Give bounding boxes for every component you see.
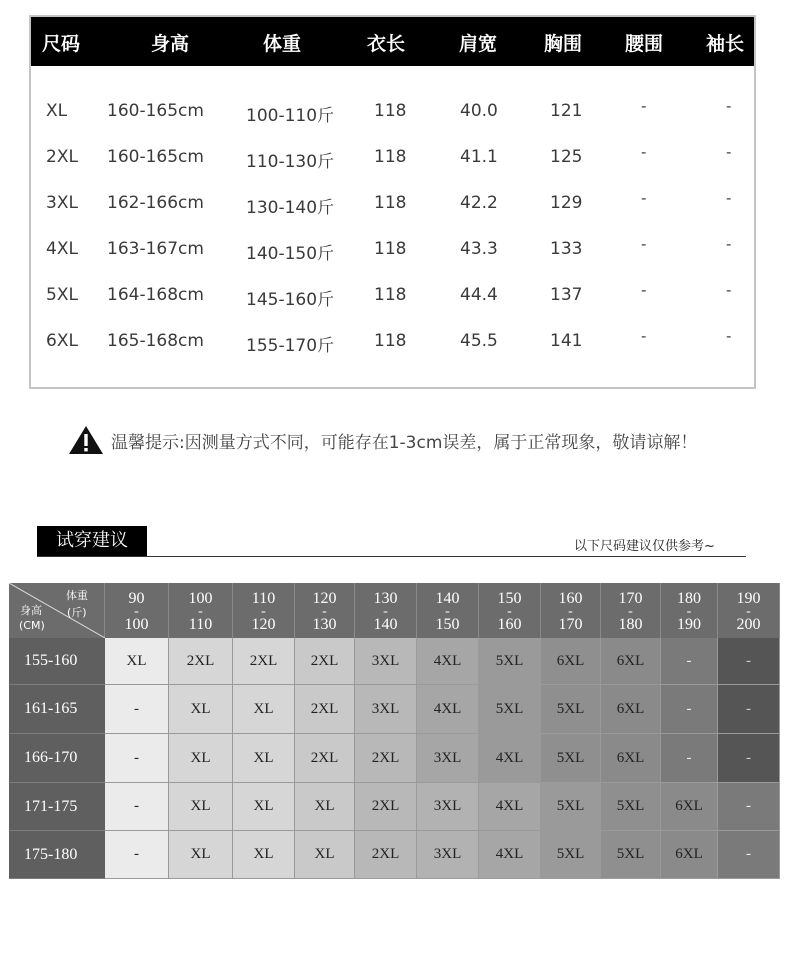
size-recommendation-cell: 5XL xyxy=(541,783,601,831)
size-cell-height: 160-165cm xyxy=(107,147,204,167)
weight-column-header xyxy=(479,583,541,638)
size-cell-sleeve: - xyxy=(726,281,732,299)
height-row-header: 161-165 xyxy=(9,685,105,734)
corner-height-label: 身高 xyxy=(20,604,42,617)
size-recommendation-cell: - xyxy=(105,685,169,734)
weight-column-header xyxy=(417,583,479,638)
size-recommendation-cell: 2XL xyxy=(295,638,355,685)
weight-range-dash: - xyxy=(568,604,573,619)
size-recommendation-cell: - xyxy=(718,685,780,734)
size-table-header xyxy=(31,17,754,66)
size-cell-waist: - xyxy=(641,143,647,161)
size-cell-size: 6XL xyxy=(46,331,78,351)
recommendation-title: 试穿建议 xyxy=(37,526,147,556)
weight-to: 140 xyxy=(373,616,398,633)
size-recommendation-cell: 4XL xyxy=(479,783,541,831)
size-cell-shoulder: 41.1 xyxy=(460,147,498,167)
size-recommendation-cell: XL xyxy=(169,685,233,734)
size-recommendation-cell: 6XL xyxy=(661,831,718,879)
size-cell-sleeve: - xyxy=(726,235,732,253)
size-cell-weight: 145-160斤 xyxy=(246,290,335,310)
recommendation-note: 以下尺码建议仅供参考~ xyxy=(574,539,715,554)
size-cell-chest: 141 xyxy=(550,331,583,351)
size-cell-shoulder: 42.2 xyxy=(460,193,498,213)
corner-weight-unit: (斤) xyxy=(67,606,87,619)
size-cell-length: 118 xyxy=(374,239,407,259)
size-cell-height: 165-168cm xyxy=(107,331,204,351)
size-recommendation-cell: 5XL xyxy=(541,685,601,734)
recommendation-grid xyxy=(9,583,780,879)
size-recommendation-cell: - xyxy=(661,638,718,685)
size-recommendation-cell: XL xyxy=(295,783,355,831)
header-shoulder: 肩宽 xyxy=(459,33,498,55)
header-sleeve: 袖长 xyxy=(706,33,745,55)
weight-from: 90 xyxy=(128,590,145,607)
size-recommendation-cell: 6XL xyxy=(601,638,661,685)
size-cell-size: 4XL xyxy=(46,239,78,259)
size-recommendation-cell: 6XL xyxy=(661,783,718,831)
weight-column-header xyxy=(661,583,718,638)
size-cell-length: 118 xyxy=(374,331,407,351)
size-recommendation-cell: 4XL xyxy=(479,734,541,783)
size-cell-weight: 130-140斤 xyxy=(246,198,335,218)
height-row-header: 175-180 xyxy=(9,831,105,879)
weight-range-dash: - xyxy=(445,604,450,619)
size-recommendation-cell: - xyxy=(661,734,718,783)
corner-weight-label: 体重 xyxy=(66,589,88,602)
size-recommendation-cell: XL xyxy=(169,734,233,783)
size-recommendation-cell: - xyxy=(718,638,780,685)
weight-range-dash: - xyxy=(198,604,203,619)
size-cell-chest: 125 xyxy=(550,147,583,167)
size-cell-chest: 133 xyxy=(550,239,583,259)
size-recommendation-cell: XL xyxy=(295,831,355,879)
size-cell-shoulder: 44.4 xyxy=(460,285,498,305)
size-recommendation-cell: 2XL xyxy=(233,638,295,685)
weight-from: 110 xyxy=(251,590,276,607)
weight-from: 180 xyxy=(677,590,701,607)
size-recommendation-cell: 3XL xyxy=(417,831,479,879)
size-cell-height: 164-168cm xyxy=(107,285,204,305)
size-cell-length: 118 xyxy=(374,193,407,213)
weight-column-header xyxy=(718,583,780,638)
weight-range-dash: - xyxy=(507,604,512,619)
size-cell-waist: - xyxy=(641,281,647,299)
weight-range-dash: - xyxy=(134,604,139,619)
size-recommendation-cell: - xyxy=(661,685,718,734)
weight-from: 150 xyxy=(497,590,522,607)
size-recommendation-cell: 6XL xyxy=(601,734,661,783)
weight-column-header xyxy=(541,583,601,638)
size-recommendation-cell: 2XL xyxy=(169,638,233,685)
weight-range-dash: - xyxy=(628,604,633,619)
size-recommendation-cell: 5XL xyxy=(479,685,541,734)
weight-to: 110 xyxy=(188,616,213,633)
weight-from: 140 xyxy=(435,590,460,607)
weight-column-header xyxy=(601,583,661,638)
weight-to: 170 xyxy=(558,616,583,633)
size-cell-sleeve: - xyxy=(726,97,732,115)
size-recommendation-cell: 2XL xyxy=(295,685,355,734)
size-cell-chest: 129 xyxy=(550,193,583,213)
size-cell-height: 163-167cm xyxy=(107,239,204,259)
weight-from: 120 xyxy=(312,590,337,607)
size-recommendation-cell: 2XL xyxy=(355,734,417,783)
size-cell-shoulder: 40.0 xyxy=(460,101,498,121)
header-size: 尺码 xyxy=(42,33,81,55)
size-cell-length: 118 xyxy=(374,285,407,305)
weight-column-header xyxy=(169,583,233,638)
size-recommendation-cell: 4XL xyxy=(417,638,479,685)
weight-from: 160 xyxy=(558,590,583,607)
size-cell-chest: 121 xyxy=(550,101,583,121)
size-cell-weight: 100-110斤 xyxy=(246,106,335,126)
size-recommendation-cell: XL xyxy=(233,831,295,879)
warning-text: 温馨提示:因测量方式不同，可能存在1-3cm误差，属于正常现象，敬请谅解！ xyxy=(111,433,698,453)
header-weight: 体重 xyxy=(263,33,302,55)
header-length: 衣长 xyxy=(367,33,406,55)
size-recommendation-cell: XL xyxy=(105,638,169,685)
size-cell-size: 3XL xyxy=(46,193,78,213)
weight-to: 150 xyxy=(435,616,460,633)
size-recommendation-cell: 6XL xyxy=(541,638,601,685)
size-recommendation-cell: XL xyxy=(169,783,233,831)
size-recommendation-cell: 3XL xyxy=(355,685,417,734)
size-cell-shoulder: 45.5 xyxy=(460,331,498,351)
size-recommendation-cell: - xyxy=(718,831,780,879)
size-recommendation-cell: - xyxy=(105,734,169,783)
size-cell-weight: 155-170斤 xyxy=(246,336,335,356)
size-cell-height: 162-166cm xyxy=(107,193,204,213)
height-row-header: 171-175 xyxy=(9,783,105,831)
weight-to: 120 xyxy=(251,616,276,633)
size-cell-shoulder: 43.3 xyxy=(460,239,498,259)
size-recommendation-cell: 6XL xyxy=(601,685,661,734)
size-recommendation-cell: - xyxy=(718,734,780,783)
size-recommendation-cell: 5XL xyxy=(601,831,661,879)
weight-range-dash: - xyxy=(746,604,751,619)
size-cell-waist: - xyxy=(641,327,647,345)
weight-to: 130 xyxy=(312,616,337,633)
size-recommendation-cell: 2XL xyxy=(355,783,417,831)
height-row-header: 166-170 xyxy=(9,734,105,783)
weight-column-header xyxy=(355,583,417,638)
size-cell-sleeve: - xyxy=(726,327,732,345)
weight-to: 100 xyxy=(124,616,149,633)
weight-to: 180 xyxy=(618,616,643,633)
size-cell-waist: - xyxy=(641,189,647,207)
size-recommendation-cell: 4XL xyxy=(417,685,479,734)
weight-to: 160 xyxy=(497,616,522,633)
size-cell-size: 5XL xyxy=(46,285,78,305)
size-recommendation-cell: XL xyxy=(233,783,295,831)
size-recommendation-cell: XL xyxy=(233,734,295,783)
size-recommendation-cell: 5XL xyxy=(541,734,601,783)
grid-corner-cell xyxy=(9,583,105,638)
size-cell-chest: 137 xyxy=(550,285,583,305)
size-cell-waist: - xyxy=(641,235,647,253)
size-recommendation-cell: - xyxy=(105,783,169,831)
size-recommendation-cell: 5XL xyxy=(601,783,661,831)
size-cell-weight: 140-150斤 xyxy=(246,244,335,264)
weight-from: 100 xyxy=(188,590,213,607)
size-cell-waist: - xyxy=(641,97,647,115)
size-table xyxy=(29,15,756,389)
size-recommendation-cell: 2XL xyxy=(295,734,355,783)
weight-to: 200 xyxy=(736,616,761,633)
weight-from: 170 xyxy=(618,590,643,607)
size-recommendation-cell: XL xyxy=(233,685,295,734)
size-cell-size: XL xyxy=(46,101,68,121)
header-waist: 腰围 xyxy=(625,33,664,55)
weight-column-header xyxy=(295,583,355,638)
size-cell-sleeve: - xyxy=(726,189,732,207)
warning-triangle-icon xyxy=(68,425,104,455)
weight-range-dash: - xyxy=(686,604,692,619)
weight-from: 190 xyxy=(736,590,761,607)
size-recommendation-cell: XL xyxy=(169,831,233,879)
size-recommendation-cell: 3XL xyxy=(355,638,417,685)
corner-height-unit: (CM) xyxy=(19,619,45,632)
size-recommendation-cell: - xyxy=(105,831,169,879)
size-cell-height: 160-165cm xyxy=(107,101,204,121)
size-recommendation-cell: 2XL xyxy=(355,831,417,879)
weight-range-dash: - xyxy=(383,604,388,619)
size-recommendation-cell: 5XL xyxy=(541,831,601,879)
size-recommendation-cell: 5XL xyxy=(479,638,541,685)
weight-column-header xyxy=(233,583,295,638)
weight-to: 190 xyxy=(677,616,701,633)
size-cell-size: 2XL xyxy=(46,147,78,167)
size-cell-length: 118 xyxy=(374,147,407,167)
size-cell-sleeve: - xyxy=(726,143,732,161)
weight-column-header xyxy=(105,583,169,638)
header-height: 身高 xyxy=(151,33,190,55)
size-cell-weight: 110-130斤 xyxy=(246,152,335,172)
weight-from: 130 xyxy=(373,590,398,607)
divider xyxy=(37,556,746,557)
size-recommendation-cell: - xyxy=(718,783,780,831)
weight-range-dash: - xyxy=(322,604,327,619)
size-recommendation-cell: 3XL xyxy=(417,734,479,783)
header-chest: 胸围 xyxy=(544,33,583,55)
size-recommendation-cell: 4XL xyxy=(479,831,541,879)
height-row-header: 155-160 xyxy=(9,638,105,685)
size-recommendation-cell: 3XL xyxy=(417,783,479,831)
size-cell-length: 118 xyxy=(374,101,407,121)
weight-range-dash: - xyxy=(261,604,266,619)
